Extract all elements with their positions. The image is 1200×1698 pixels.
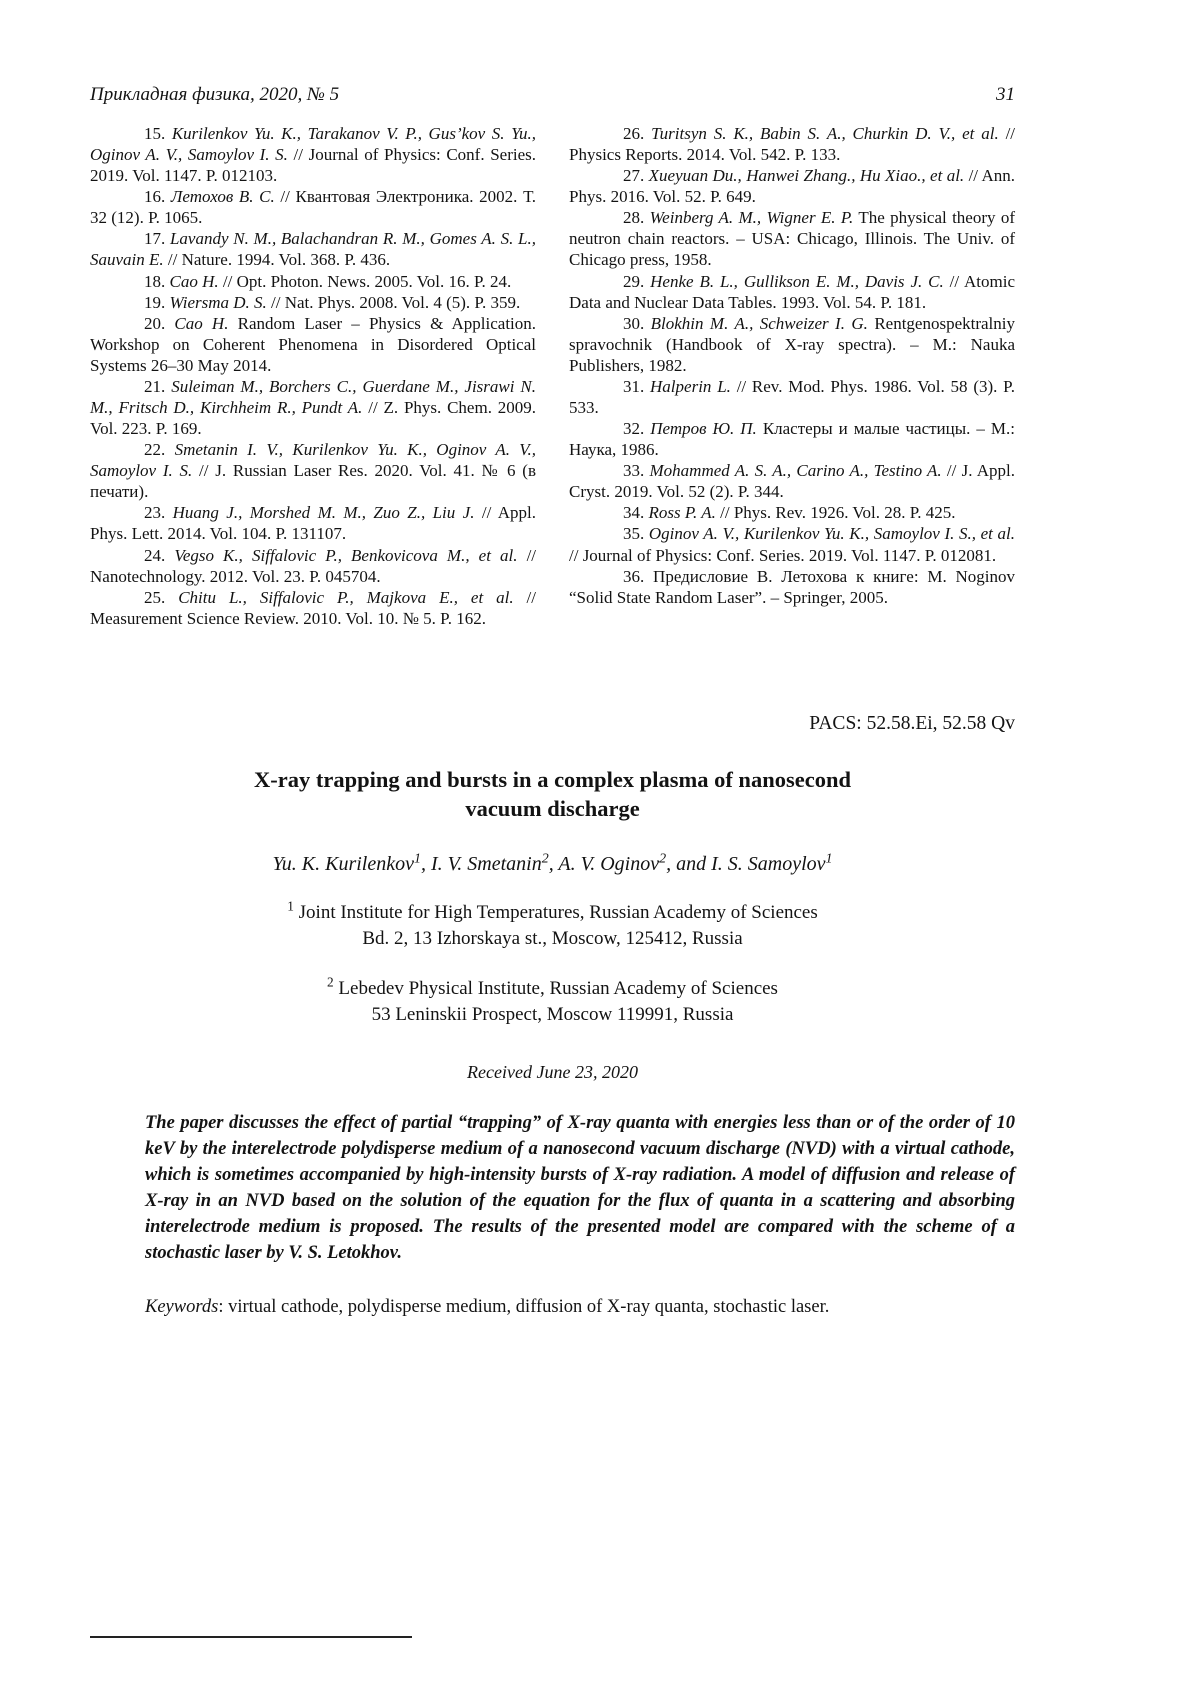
reference-item xyxy=(569,313,1015,376)
article-title-line2: vacuum discharge xyxy=(465,796,640,822)
reference-item xyxy=(569,523,1015,565)
ref-text: // Nature. 1994. Vol. 368. P. 436. xyxy=(167,250,391,270)
page-header xyxy=(90,84,1015,106)
reference-item xyxy=(90,587,536,629)
references-section xyxy=(90,123,1015,629)
ref-authors: Suleiman M., Borchers C., Guerdane M., Jisrawi N. M., Fritsch D., Kirchheim R., Pundt A. xyxy=(90,376,536,418)
pacs-line: PACS: 52.58.Ei, 52.58 Qv xyxy=(809,712,1015,734)
author-affiliation-sup: 2 xyxy=(659,851,667,867)
affiliation-2-line1: $^2$ Lebedev Physical Institute, Russian Academy of Sciences xyxy=(327,975,778,1000)
ref-text: // Квантовая Электроника. 2002. Т. 32 (12). P. 1065. xyxy=(90,187,537,228)
reference-item xyxy=(569,502,1015,523)
ref-text: // Ann. Phys. 2016. Vol. 52. P. 649. xyxy=(569,166,1016,207)
ref-authors: Летохов В. С. xyxy=(170,187,275,207)
article-title xyxy=(90,765,1015,824)
ref-number: 31. xyxy=(623,376,645,396)
ref-authors: Weinberg A. M., Wigner E. P. xyxy=(649,208,854,228)
ref-authors: Vegso K., Siffalovic P., Benkovicova M., et al. xyxy=(174,545,518,565)
ref-text: // Z. Phys. Chem. 2009. Vol. 223. P. 169. xyxy=(90,398,537,439)
affiliation-1-sup: 1 xyxy=(287,899,294,915)
ref-number: 35. xyxy=(623,524,645,544)
ref-text: // Journal of Physics: Conf. Series. 2019. Vol. 1147. P. 012103. xyxy=(90,145,536,186)
ref-authors: Cao H. xyxy=(169,271,219,291)
ref-number: 22. xyxy=(144,440,166,460)
affiliation-2-line2: 53 Leninskii Prospect, Moscow 119991, Russia xyxy=(371,1004,734,1026)
reference-item xyxy=(90,123,536,186)
ref-text: // Atomic Data and Nuclear Data Tables. 1993. Vol. 54. P. 181. xyxy=(569,271,1015,312)
author-affiliation-sup: 2 xyxy=(541,851,549,867)
author-name: I. V. Smetanin$^2$, xyxy=(430,851,559,876)
reference-item xyxy=(90,228,536,270)
reference-item xyxy=(90,313,536,376)
author-affiliation-sup: 1 xyxy=(413,851,421,867)
author-name: A. V. Oginov$^2$, xyxy=(558,851,677,876)
ref-number: 21. xyxy=(144,376,166,396)
ref-number: 36. xyxy=(623,566,645,586)
article-title-line1: X-ray trapping and bursts in a complex plasma of nanosecond xyxy=(254,766,851,792)
ref-number: 27. xyxy=(623,166,645,186)
ref-authors: Ross P. A. xyxy=(648,503,716,523)
ref-authors: Huang J., Morshed M. M., Zuo Z., Liu J. xyxy=(172,503,475,523)
ref-number: 29. xyxy=(623,271,645,291)
affiliation-2 xyxy=(90,976,1015,1028)
ref-number: 19. xyxy=(144,292,166,312)
ref-number: 32. xyxy=(623,419,645,439)
ref-number: 28. xyxy=(623,208,645,228)
ref-text: // J. Appl. Cryst. 2019. Vol. 52 (2). P. 344. xyxy=(569,461,1016,502)
ref-authors: Turitsyn S. K., Babin S. A., Churkin D. V., et al. xyxy=(651,124,999,143)
keywords-label: Keywords xyxy=(145,1296,219,1317)
ref-authors: Chitu L., Siffalovic P., Majkova E., et al. xyxy=(178,587,514,607)
ref-text: // Measurement Science Review. 2010. Vol. 10. № 5. P. 162. xyxy=(90,587,536,628)
reference-item xyxy=(90,502,536,544)
footnote-rule xyxy=(90,1636,412,1638)
journal-header: Прикладная физика, 2020, № 5 xyxy=(90,84,340,105)
ref-number: 20. xyxy=(144,313,166,333)
ref-text: Random Laser – Physics & Application. Workshop on Coherent Phenomena in Disordered Optical Systems 26–30 May 2014. xyxy=(90,313,537,375)
ref-text: // Opt. Photon. News. 2005. Vol. 16. P. 24. xyxy=(222,271,512,291)
affiliation-2-sup: 2 xyxy=(327,975,334,991)
ref-text: // Physics Reports. 2014. Vol. 542. P. 133. xyxy=(569,124,1016,165)
reference-item xyxy=(90,439,536,502)
author-affiliation-sup: 1 xyxy=(825,851,833,867)
ref-authors: Oginov A. V., Kurilenkov Yu. K., Samoylov I. S., et al. xyxy=(648,524,1015,544)
ref-text: // Phys. Rev. 1926. Vol. 28. P. 425. xyxy=(720,503,956,523)
ref-text: Rentgenospektralniy spravochnik (Handbook of X-ray spectra). – M.: Nauka Publishers, 1982. xyxy=(569,313,1016,375)
ref-text: // Rev. Mod. Phys. 1986. Vol. 58 (3). P. 533. xyxy=(569,376,1015,418)
ref-number: 18. xyxy=(144,271,166,291)
references-left-column xyxy=(90,123,536,629)
ref-number: 30. xyxy=(623,313,645,333)
ref-text: Предисловие В. Летохова к книге: M. Noginov “Solid State Random Laser”. – Springer, 2005. xyxy=(569,566,1015,607)
keywords-line xyxy=(90,1297,1015,1318)
authors-line xyxy=(90,853,1015,876)
reference-item xyxy=(569,460,1015,502)
ref-authors: Halperin L. xyxy=(650,376,731,396)
ref-authors: Henke B. L., Gullikson E. M., Davis J. C. xyxy=(650,271,944,291)
reference-item xyxy=(90,376,536,439)
reference-item xyxy=(90,545,536,587)
ref-number: 23. xyxy=(144,503,166,523)
ref-authors: Петров Ю. П. xyxy=(650,419,757,439)
ref-number: 17. xyxy=(144,229,166,249)
ref-number: 33. xyxy=(623,461,645,481)
received-date: Received June 23, 2020 xyxy=(467,1062,638,1083)
keywords-text: : virtual cathode, polydisperse medium, diffusion of X-ray quanta, stochastic laser. xyxy=(218,1296,830,1317)
ref-authors: Kurilenkov Yu. K., Tarakanov V. P., Gus’kov S. Yu., Oginov A. V., Samoylov I. S. xyxy=(90,124,536,165)
ref-number: 34. xyxy=(623,503,645,523)
reference-item xyxy=(569,271,1015,313)
reference-item xyxy=(90,271,536,292)
references-right-column xyxy=(569,123,1015,629)
ref-text: // Journal of Physics: Conf. Series. 2019. Vol. 1147. P. 012081. xyxy=(569,545,997,565)
affiliation-1 xyxy=(90,900,1015,952)
ref-authors: Xueyuan Du., Hanwei Zhang., Hu Xiao., et al. xyxy=(648,166,965,186)
ref-number: 16. xyxy=(144,187,166,207)
author-name: Yu. K. Kurilenkov$^1$, xyxy=(272,851,431,876)
ref-authors: Blokhin M. A., Schweizer I. G. xyxy=(650,313,868,333)
reference-item xyxy=(90,186,536,228)
ref-authors: Wiersma D. S. xyxy=(169,292,267,312)
ref-number: 26. xyxy=(623,124,645,143)
ref-text: // Appl. Phys. Lett. 2014. Vol. 104. P. 131107. xyxy=(90,503,537,544)
ref-text: Кластеры и малые частицы. – М.: Наука, 1986. xyxy=(569,419,1015,460)
reference-item xyxy=(569,165,1015,207)
reference-item xyxy=(569,566,1015,608)
ref-text: // J. Russian Laser Res. 2020. Vol. 41. № 6 (в печати). xyxy=(90,461,536,502)
affiliation-1-line2: Bd. 2, 13 Izhorskaya st., Moscow, 125412, Russia xyxy=(362,928,743,950)
abstract-paragraph: The paper discusses the effect of partial “trapping” of X-ray quanta with energies less than or of the order of 10 keV by the interelectrode polydisperse medium of a nanosecond vacuum discharge (NVD) with a virtual cathode, which is sometimes accompanied by high-intensity bursts of X-ray radiation. A model of diffusion and release of X-ray in an NVD based on the solution of the equation for the flux of quanta in a scattering and absorbing interelectrode medium is proposed. The results of the presented model are compared with the scheme of a stochastic laser by V. S. Letokhov. xyxy=(145,1113,1015,1263)
reference-item xyxy=(569,418,1015,460)
ref-number: 24. xyxy=(144,545,166,565)
reference-item xyxy=(569,123,1015,165)
ref-text: // Nat. Phys. 2008. Vol. 4 (5). P. 359. xyxy=(271,292,521,312)
ref-authors: Lavandy N. M., Balachandran R. M., Gomes A. S. L., Sauvain E. xyxy=(90,229,537,270)
reference-item xyxy=(90,292,536,313)
reference-item xyxy=(569,207,1015,270)
ref-number: 25. xyxy=(144,587,166,607)
ref-text: // Nanotechnology. 2012. Vol. 23. P. 045704. xyxy=(90,545,537,586)
ref-number: 15. xyxy=(144,124,166,143)
ref-text: The physical theory of neutron chain reactors. – USA: Chicago, Illinois. The Univ. of Chicago press, 1958. xyxy=(569,208,1015,270)
page-number: 31 xyxy=(996,84,1015,105)
ref-authors: Smetanin I. V., Kurilenkov Yu. K., Oginov A. V., Samoylov I. S. xyxy=(90,440,536,481)
affiliation-1-line1: $^1$ Joint Institute for High Temperatures, Russian Academy of Sciences xyxy=(287,899,818,924)
reference-item xyxy=(569,376,1015,418)
author-name: and I. S. Samoylov$^1$ xyxy=(676,851,833,876)
ref-authors: Cao H. xyxy=(174,313,229,333)
ref-authors: Mohammed A. S. A., Carino A., Testino A. xyxy=(649,461,942,481)
